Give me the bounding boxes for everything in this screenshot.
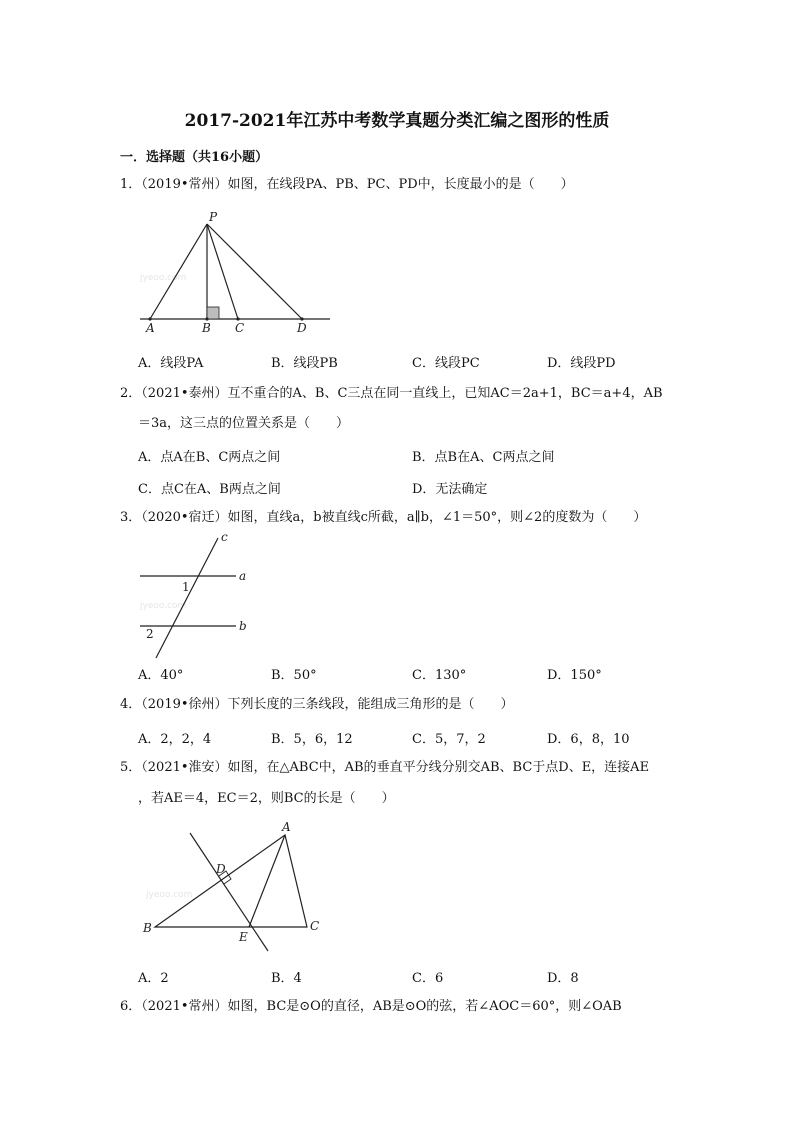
question-1-figure	[130, 208, 330, 338]
question-1-stem: 1．（2019•常州）如图，在线段PA、PB、PC、PD中，长度最小的是（ ）	[120, 177, 574, 192]
question-2-option-c: C．点C在A、B两点之间	[138, 482, 281, 497]
question-2-stem-line-1: 2．（2021•泰州）互不重合的A、B、C三点在同一直线上，已知AC＝2a+1，BC＝a+4，AB	[120, 386, 663, 401]
label-p: P	[209, 210, 218, 224]
section-heading: 一．选择题（共16小题）	[120, 150, 269, 165]
question-5-option-c: C．6	[412, 971, 444, 986]
question-3-option-c: C．130°	[412, 668, 467, 683]
question-5-option-d: D．8	[547, 971, 579, 986]
watermark: jyeoo.com	[140, 601, 187, 611]
watermark: jyeoo.com	[140, 273, 187, 283]
question-5-stem-line-1: 5．（2021•淮安）如图，在△ABC中，AB的垂直平分线分别交AB、BC于点D、E，连接AE	[120, 760, 650, 775]
label-b: B	[202, 321, 211, 335]
segment-pd	[207, 224, 302, 319]
question-4-option-c: C．5，7，2	[412, 732, 486, 747]
question-5-option-a: A．2	[138, 971, 169, 986]
angle-1-label: 1	[182, 580, 190, 594]
right-angle-mark	[207, 307, 219, 319]
segment-pa	[150, 224, 207, 319]
label-d: D	[297, 321, 307, 335]
label-c: C	[310, 919, 320, 933]
perpendicular-bisector	[190, 833, 268, 951]
question-2-stem-line-2: ＝3a，这三点的位置关系是（ ）	[138, 416, 350, 431]
label-a: a	[239, 569, 247, 583]
label-c: C	[235, 321, 245, 335]
question-4-stem: 4．（2019•徐州）下列长度的三条线段，能组成三角形的是（ ）	[120, 697, 514, 712]
label-a: A	[146, 321, 155, 335]
watermark: jyeoo.com	[146, 890, 193, 900]
question-2-option-d: D．无法确定	[412, 482, 488, 497]
question-4-option-b: B．5，6，12	[271, 732, 353, 747]
segment-pc	[207, 224, 238, 319]
label-b: B	[143, 921, 152, 935]
question-3-figure	[130, 530, 270, 660]
question-2-option-b: B．点B在A、C两点之间	[412, 450, 555, 465]
question-5-stem-line-2: ，若AE＝4，EC＝2，则BC的长是（ ）	[138, 791, 395, 806]
question-3-option-d: D．150°	[547, 668, 602, 683]
question-3-stem: 3．（2020•宿迁）如图，直线a，b被直线c所截，a∥b，∠1＝50°，则∠2的度数为（ ）	[120, 510, 647, 525]
question-5-figure	[140, 815, 340, 955]
question-3-option-a: A．40°	[138, 668, 184, 683]
segment-ae	[249, 835, 285, 927]
question-6-stem: 6．（2021•常州）如图，BC是⊙O的直径，AB是⊙O的弦，若∠AOC＝60°，则∠OAB	[120, 999, 622, 1014]
label-e: E	[239, 930, 248, 944]
label-b: b	[239, 619, 247, 633]
question-1-option-d: D．线段PD	[547, 356, 616, 371]
label-a: A	[282, 820, 291, 834]
question-4-option-d: D．6，8，10	[547, 732, 630, 747]
angle-2-label: 2	[146, 627, 154, 641]
question-1-option-c: C．线段PC	[412, 356, 480, 371]
page-title: 2017-2021年江苏中考数学真题分类汇编之图形的性质	[184, 111, 610, 131]
question-5-option-b: B．4	[271, 971, 302, 986]
label-d: D	[216, 862, 226, 876]
question-4-option-a: A．2，2，4	[138, 732, 212, 747]
triangle-abc	[155, 835, 307, 927]
label-c: c	[221, 530, 228, 544]
question-1-option-a: A．线段PA	[138, 356, 204, 371]
question-2-option-a: A．点A在B、C两点之间	[138, 450, 281, 465]
question-1-option-b: B．线段PB	[271, 356, 338, 371]
line-c	[156, 538, 218, 658]
question-3-option-b: B．50°	[271, 668, 317, 683]
